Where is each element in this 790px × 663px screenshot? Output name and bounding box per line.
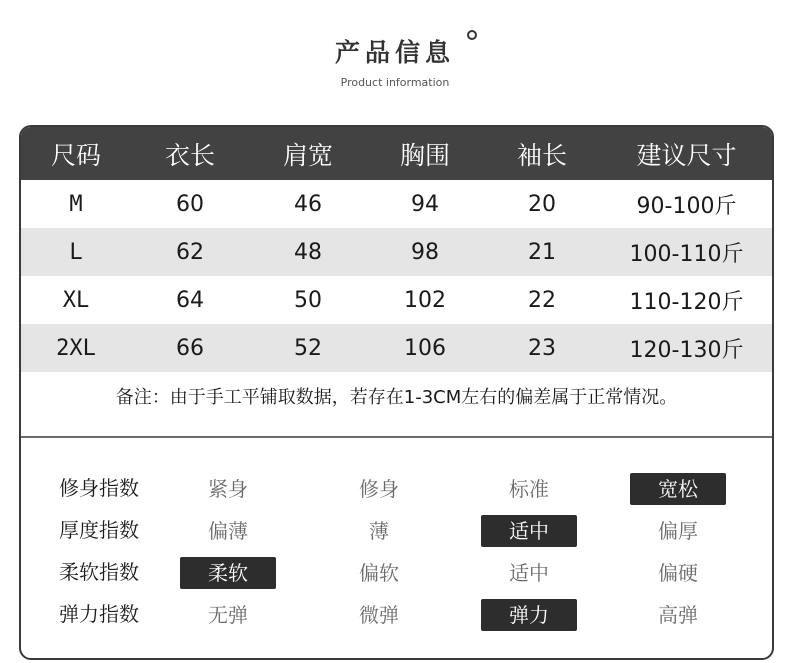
fit-label: 柔软指数: [59, 560, 139, 584]
column-header-sleeve: 袖长: [516, 140, 567, 170]
fit-option: 偏硬: [658, 561, 698, 585]
fit-option: 微弹: [359, 603, 399, 627]
column-header-shoulder: 肩宽: [282, 140, 333, 170]
fit-row-softness: [21, 551, 772, 593]
shoulder-cell: 52: [294, 335, 322, 361]
shoulder-cell: 48: [294, 239, 322, 265]
length-cell: 62: [176, 239, 204, 265]
page-title: [335, 36, 455, 70]
fit-option: 薄: [369, 519, 389, 543]
sleeve-cell: 20: [528, 191, 556, 217]
fit-row-elasticity: [21, 593, 772, 635]
fit-option: 标准: [509, 477, 549, 501]
chest-cell: 98: [411, 239, 439, 265]
fit-option: 高弹: [658, 603, 698, 627]
length-cell: 60: [176, 191, 204, 217]
fit-option: 偏厚: [658, 519, 698, 543]
fit-option: 适中: [509, 561, 549, 585]
fit-option: 偏软: [359, 561, 399, 585]
shoulder-cell: 46: [294, 191, 322, 217]
fit-option: 紧身: [208, 477, 248, 501]
fit-row-slim: [21, 467, 772, 509]
column-header-size: 尺码: [50, 140, 101, 170]
fit-label: 弹力指数: [59, 602, 139, 626]
column-header-chest: 胸围: [399, 140, 450, 170]
fit-option-selected: 宽松: [630, 473, 726, 505]
section-divider: [21, 436, 772, 438]
fit-label: 修身指数: [59, 476, 139, 500]
fit-option: 修身: [359, 477, 399, 501]
sleeve-cell: 21: [528, 239, 556, 265]
product-info-header: [0, 36, 790, 89]
size-cell: XL: [62, 287, 90, 313]
fit-row-thickness: [21, 509, 772, 551]
length-cell: 66: [176, 335, 204, 361]
table-row: [21, 180, 772, 228]
size-table-header: [21, 127, 772, 180]
recommended-cell: 90-100斤: [636, 193, 737, 219]
fit-option: 无弹: [208, 603, 248, 627]
fit-option: 偏薄: [208, 519, 248, 543]
chest-cell: 106: [404, 335, 446, 361]
table-row: [21, 228, 772, 276]
chest-cell: 102: [404, 287, 446, 313]
fit-index-table: [21, 467, 772, 635]
chest-cell: 94: [411, 191, 439, 217]
fit-label: 厚度指数: [59, 518, 139, 542]
size-table: [21, 127, 772, 372]
column-header-length: 衣长: [164, 140, 215, 170]
fit-option-selected: 柔软: [180, 557, 276, 589]
shoulder-cell: 50: [294, 287, 322, 313]
recommended-cell: 110-120斤: [629, 289, 744, 315]
size-cell: 2XL: [56, 335, 96, 361]
size-cell: M: [69, 191, 83, 217]
fit-option-selected: 弹力: [481, 599, 577, 631]
recommended-cell: 100-110斤: [629, 241, 744, 267]
length-cell: 64: [176, 287, 204, 313]
sleeve-cell: 22: [528, 287, 556, 313]
recommended-cell: 120-130斤: [629, 337, 744, 363]
title-degree-mark: [467, 30, 477, 40]
measurement-note: 备注：由于手工平铺取数据，若存在1-3CM左右的偏差属于正常情况。: [115, 387, 678, 408]
page-subtitle: Product information: [340, 76, 450, 89]
table-row: [21, 276, 772, 324]
size-cell: L: [69, 239, 83, 265]
column-header-recommended: 建议尺寸: [636, 140, 737, 170]
fit-option-selected: 适中: [481, 515, 577, 547]
table-row: [21, 324, 772, 372]
size-info-card: [19, 125, 774, 660]
page-title-text: 产品信息: [334, 38, 455, 67]
sleeve-cell: 23: [528, 335, 556, 361]
